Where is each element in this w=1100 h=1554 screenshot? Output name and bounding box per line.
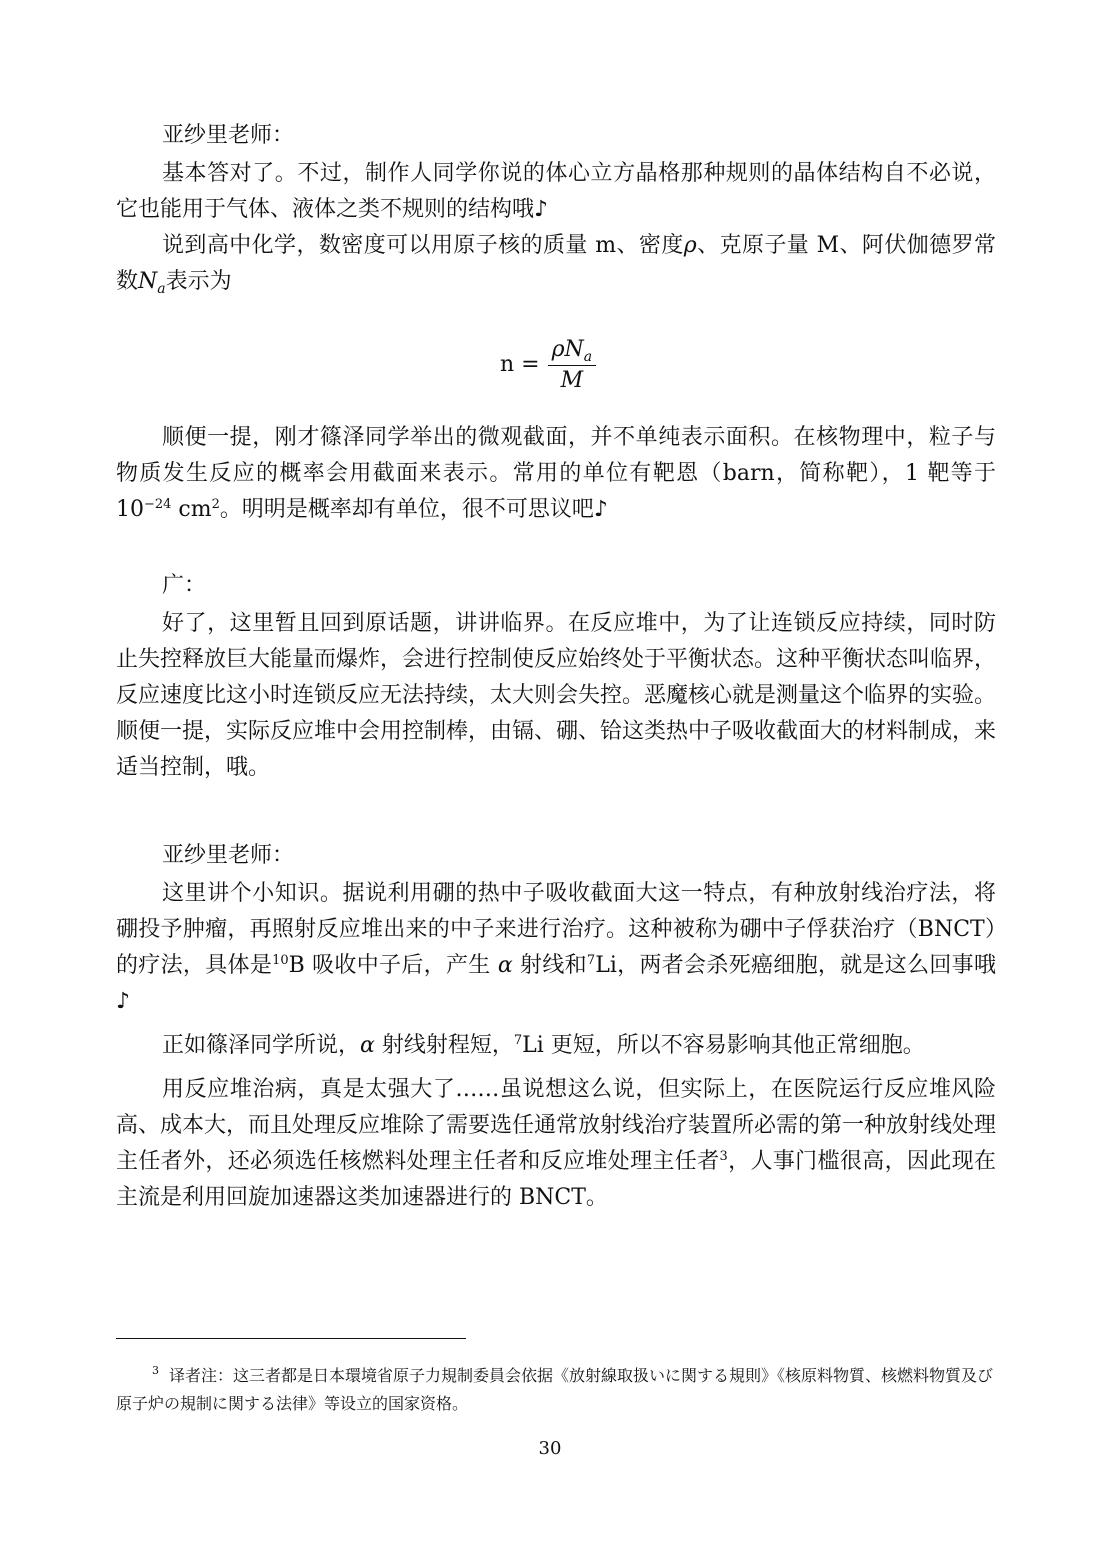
paragraph: 用反应堆治病，真是太强大了……虽说想这么说，但实际上，在医院运行反应堆风险高、成本大，而且处理反应堆除了需要选任通常放射线治疗装置所必需的第一种放射线处理主任者外，还必须选任核燃料处理主任者和反应堆处理主任者$^3$，人事门槛很高，因此现在主流是利用回旋加速器这类加速器进行的 BNCT。 [116,1077,997,1210]
paragraph: 正如篠泽同学所说，α 射线射程短，$^7$Li 更短，所以不容易影响其他正常细胞。 [162,1033,925,1058]
speaker-label: 广： [162,573,207,598]
footnote-ref: 3 [719,1149,728,1164]
number-density-formula [500,330,596,400]
rho-symbol: ρ [683,233,697,258]
footnote-mark: 3 [152,1364,159,1377]
paragraph: 这里讲个小知识。据说利用硼的热中子吸收截面大这一特点，有种放射线治疗法，将硼投予肿瘤，再照射反应堆出来的中子来进行治疗。这种被称为硼中子俘获治疗（BNCT）的疗法，具体是$^{10}$B 吸收中子后，产生 α 射线和$^7$Li，两者会杀死癌细胞，就是这么回事哦♪ [116,881,996,1014]
paragraph: 好了，这里暂且回到原话题，讲讲临界。在反应堆中，为了让连锁反应持续，同时防止失控释放巨大能量而爆炸，会进行控制使反应始终处于平衡状态。这种平衡状态叫临界，反应速度比这小时连锁反应无法持续，太大则会失控。恶魔核心就是测量这个临界的实验。顺便一提，实际反应堆中会用控制棒，由镉、硼、铪这类热中子吸收截面大的材料制成，来适当控制，哦。 [116,611,997,780]
formula-lhs: n = [500,352,540,377]
formula-denominator: M [560,367,584,393]
speaker-label: 亚纱里老师： [162,843,295,868]
paragraph-block [116,876,996,1216]
speaker-label: 亚纱里老师： [162,123,295,148]
footnote-divider [116,1338,466,1339]
paragraph-block [116,606,996,786]
footnote [116,1362,996,1418]
paragraph-block [116,420,996,528]
footnote-text: 译者注：这三者都是日本環境省原子力規制委員会依据《放射線取扱いに関する規則》《核原料物質、核燃料物質及び原子炉の規制に関する法律》等设立的国家资格。 [116,1366,994,1413]
formula-numerator: $\rho N_a$ [548,335,597,366]
formula-fraction [548,335,597,396]
paragraph: 说到高中化学，数密度可以用原子核的质量 m、密度ρ、克原子量 M、阿伏伽德罗常数$N_a$表示为 [116,233,996,297]
avogadro-symbol: N [138,269,158,294]
page-number: 30 [538,1438,562,1459]
paragraph: 基本答对了。不过，制作人同学你说的体心立方晶格那种规则的晶体结构自不必说，它也能用于气体、液体之类不规则的结构哦♪ [116,161,996,222]
paragraph: 顺便一提，刚才篠泽同学举出的微观截面，并不单纯表示面积。在核物理中，粒子与物质发生反应的概率会用截面来表示。常用的单位有靶恩（barn，简称靶），1 靶等于 $10^{-24}$ $cm^2$。明明是概率却有单位，很不可思议吧♪ [116,425,996,522]
paragraph-block [116,156,996,300]
